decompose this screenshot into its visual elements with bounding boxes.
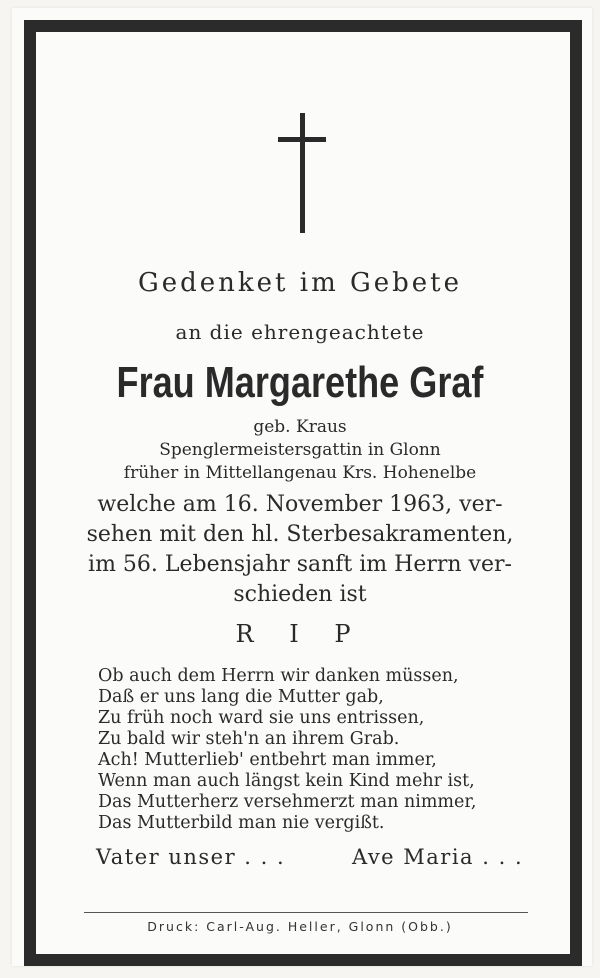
poem-line: Ob auch dem Herrn wir danken müssen, bbox=[98, 666, 459, 686]
rip-label: R I P bbox=[235, 620, 365, 648]
divider bbox=[84, 912, 528, 913]
poem-line: Das Mutterbild man nie vergißt. bbox=[98, 813, 385, 833]
poem-line: Zu früh noch ward sie uns entrissen, bbox=[98, 708, 425, 728]
maiden-name: geb. Kraus bbox=[253, 417, 347, 437]
poem-line: Zu bald wir steh'n an ihrem Grab. bbox=[98, 729, 400, 749]
printer-credit: Druck: Carl-Aug. Heller, Glonn (Obb.) bbox=[147, 919, 453, 934]
death-notice-line: im 56. Lebensjahr sanft im Herrn ver- bbox=[88, 552, 512, 577]
poem-line: Wenn man auch längst kein Kind mehr ist, bbox=[98, 771, 475, 791]
former-residence: früher in Mittellangenau Krs. Hohenelbe bbox=[123, 463, 477, 483]
prayer-our-father: Vater unser . . . bbox=[96, 845, 286, 869]
subheading: an die ehrengeachtete bbox=[175, 320, 425, 344]
death-notice-line: sehen mit den hl. Sterbesakramenten, bbox=[86, 522, 514, 547]
poem-line: Das Mutterherz versehmerzt man nimmer, bbox=[98, 792, 477, 812]
deceased-name: Frau Margarethe Graf bbox=[116, 358, 484, 407]
poem-line: Ach! Mutterlieb' entbehrt man immer, bbox=[98, 750, 437, 770]
memorial-poem bbox=[98, 666, 476, 834]
latin-cross-icon bbox=[278, 113, 326, 233]
occupation: Spenglermeistersgattin in Glonn bbox=[159, 440, 441, 460]
death-notice-line: welche am 16. November 1963, ver- bbox=[97, 492, 503, 517]
death-notice-line: schieden ist bbox=[233, 582, 367, 607]
poem-line: Daß er uns lang die Mutter gab, bbox=[98, 687, 384, 707]
heading: Gedenket im Gebete bbox=[137, 268, 463, 298]
prayer-hail-mary: Ave Maria . . . bbox=[352, 845, 524, 869]
